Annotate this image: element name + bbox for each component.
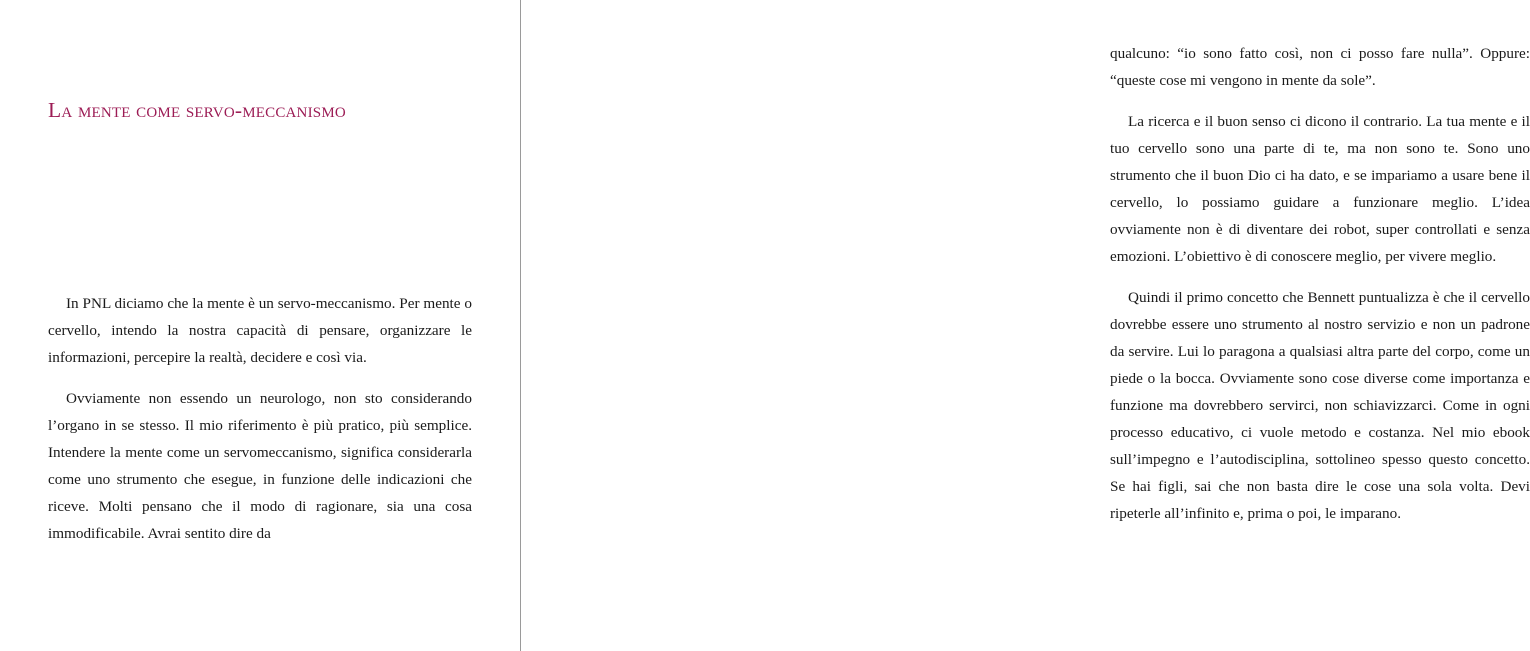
paragraph: La ricerca e il buon senso ci dicono il contrario. La tua mente e il tuo cervello sono una parte di te, ma non sono te. Sono uno strumento che il buon Dio ci ha dato, e se impariamo a usare bene il cervello, lo possiamo guidare a funzionare meglio. L’idea ovviamente non è di diventare dei robot, super controllati e senza emozioni. L’obiettivo è di conoscere meglio, per vivere meglio. xyxy=(1110,113,1530,265)
left-page-body xyxy=(48,290,472,547)
chapter-title: La mente come servo-meccanismo xyxy=(48,98,346,122)
paragraph: Ovviamente non essendo un neurologo, non sto considerando l’organo in se stesso. Il mio riferimento è più pratico, più semplice. Intendere la mente come un servomeccanismo, significa considerarla come uno strumento che esegue, in funzione delle indicazioni che riceve. Molti pensano che il modo di ragionare, sia una cosa immodificabile. Avrai sentito dire da xyxy=(48,390,472,542)
left-page xyxy=(0,0,520,651)
paragraph: qualcuno: “io sono fatto così, non ci posso fare nulla”. Oppure: “queste cose mi vengono in mente da sole”. xyxy=(1110,45,1530,89)
paragraph: In PNL diciamo che la mente è un servo-meccanismo. Per mente o cervello, intendo la nostra capacità di pensare, organizzare le informazioni, percepire la realtà, decidere e così via. xyxy=(48,295,472,366)
right-page-body xyxy=(1110,40,1530,527)
right-page xyxy=(520,0,1530,651)
paragraph: Quindi il primo concetto che Bennett puntualizza è che il cervello dovrebbe essere uno strumento al nostro servizio e non un padrone da servire. Lui lo paragona a qualsiasi altra parte del corpo, come un piede o la bocca. Ovviamente sono cose diverse come importanza e funzione ma dovrebbero servirci, non schiavizzarci. Come in ogni processo educativo, ci vuole metodo e costanza. Nel mio ebook sull’impegno e l’autodisciplina, sottolineo spesso questo concetto. Se hai figli, sai che non basta dire le cose una sola volta. Devi ripeterle all’infinito e, prima o poi, le imparano. xyxy=(1110,289,1530,522)
